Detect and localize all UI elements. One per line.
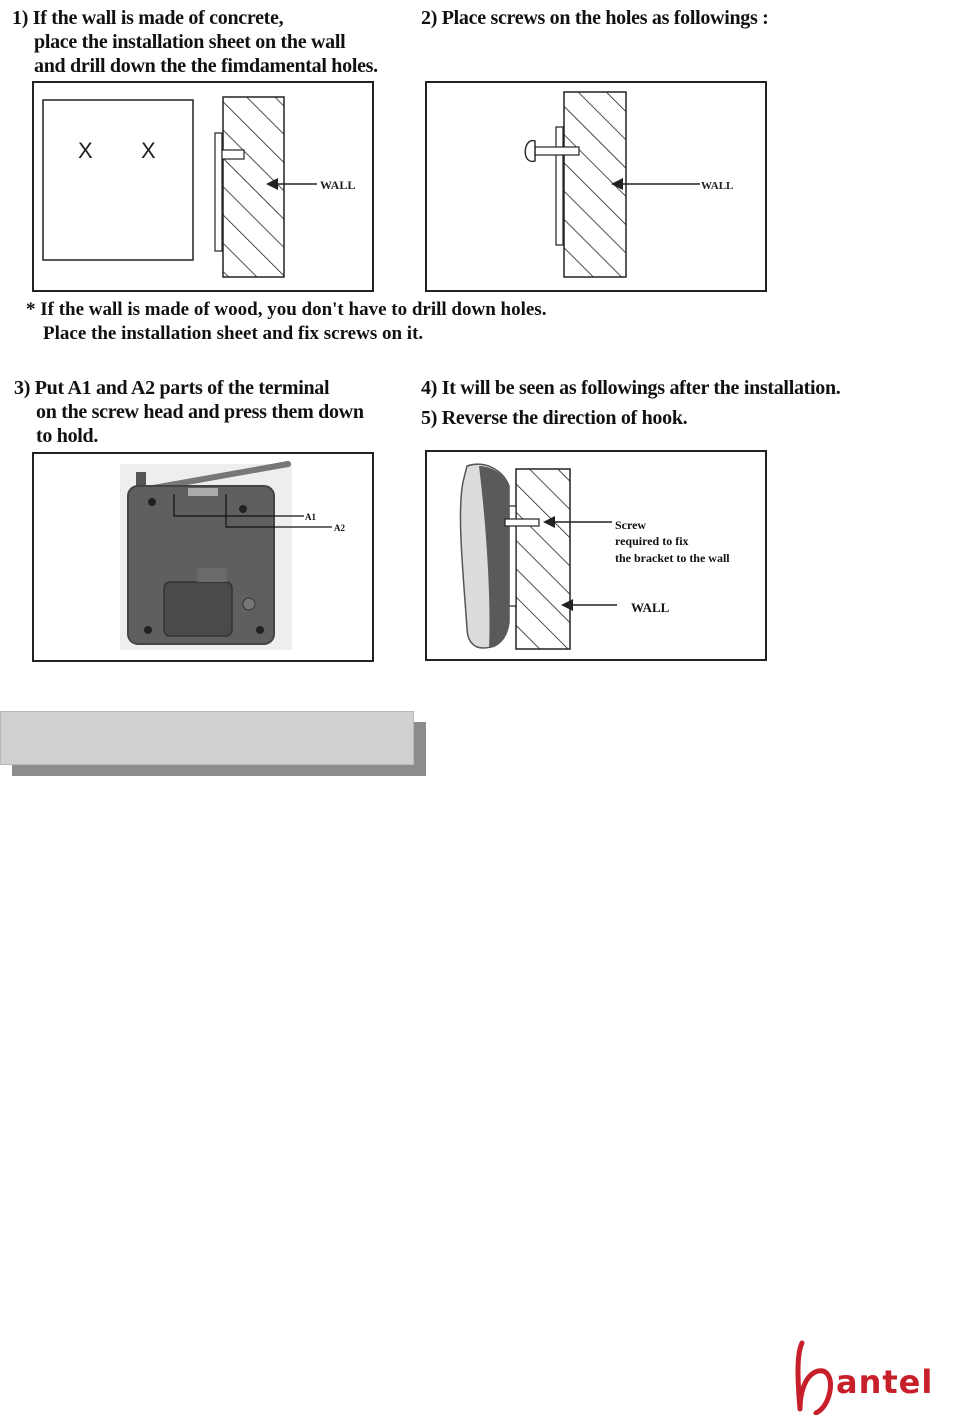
drill-hole	[222, 150, 244, 159]
section-header-bar	[0, 711, 414, 765]
label-a1: A1	[305, 512, 316, 522]
sheet-side-view	[215, 133, 222, 251]
step-3-line-1: 3) Put A1 and A2 parts of the terminal	[14, 377, 330, 399]
screw-hole-a1	[148, 498, 156, 506]
wall-label: WALL	[701, 180, 734, 192]
label-a2: A2	[334, 523, 345, 533]
hole-mark-2: X	[141, 138, 156, 163]
hantel-logo	[788, 1335, 968, 1415]
logo-h-icon	[798, 1343, 831, 1413]
wall-label: WALL	[320, 178, 356, 192]
screw-head-icon	[525, 141, 535, 162]
figure-3-panel	[32, 452, 374, 662]
hole-mark-1: X	[78, 138, 93, 163]
step-3-text	[14, 376, 364, 448]
step-2-text	[421, 6, 769, 30]
step-1-text	[12, 6, 378, 78]
wall-hatch	[516, 469, 570, 649]
step-3-line-2: on the screw head and press them down	[36, 401, 364, 423]
sheet-side-view	[556, 127, 563, 245]
figure-2-panel	[425, 81, 767, 292]
note-line-2: Place the installation sheet and fix screws on it.	[43, 323, 424, 344]
wood-wall-note	[26, 298, 546, 346]
step-4-line: 4) It will be seen as followings after the installation.	[421, 377, 841, 399]
screw-label-3: the bracket to the wall	[615, 551, 730, 565]
figure-1-panel	[32, 81, 374, 292]
step-5-line: 5) Reverse the direction of hook.	[421, 407, 688, 429]
step-1-line-3: and drill down the the fimdamental holes.	[34, 55, 378, 77]
installation-sheet	[43, 100, 193, 260]
step-1-line-1: 1) If the wall is made of concrete,	[12, 7, 284, 29]
screw-label-2: required to fix	[615, 534, 689, 548]
note-line-1: * If the wall is made of wood, you don't have to drill down holes.	[26, 299, 547, 320]
wall-label: WALL	[631, 600, 670, 615]
step-2-line: 2) Place screws on the holes as followings :	[421, 7, 769, 29]
figure-4-panel	[425, 450, 767, 661]
screw-label-1: Screw	[615, 518, 647, 532]
screw-hole-a2	[239, 505, 247, 513]
screw	[505, 519, 539, 526]
step-1-line-2: place the installation sheet on the wall	[34, 31, 346, 53]
screw-shaft	[535, 147, 579, 155]
step-3-line-3: to hold.	[36, 425, 99, 447]
logo-wordmark-tail: antel	[836, 1363, 934, 1401]
step-4-5-text	[421, 376, 841, 430]
